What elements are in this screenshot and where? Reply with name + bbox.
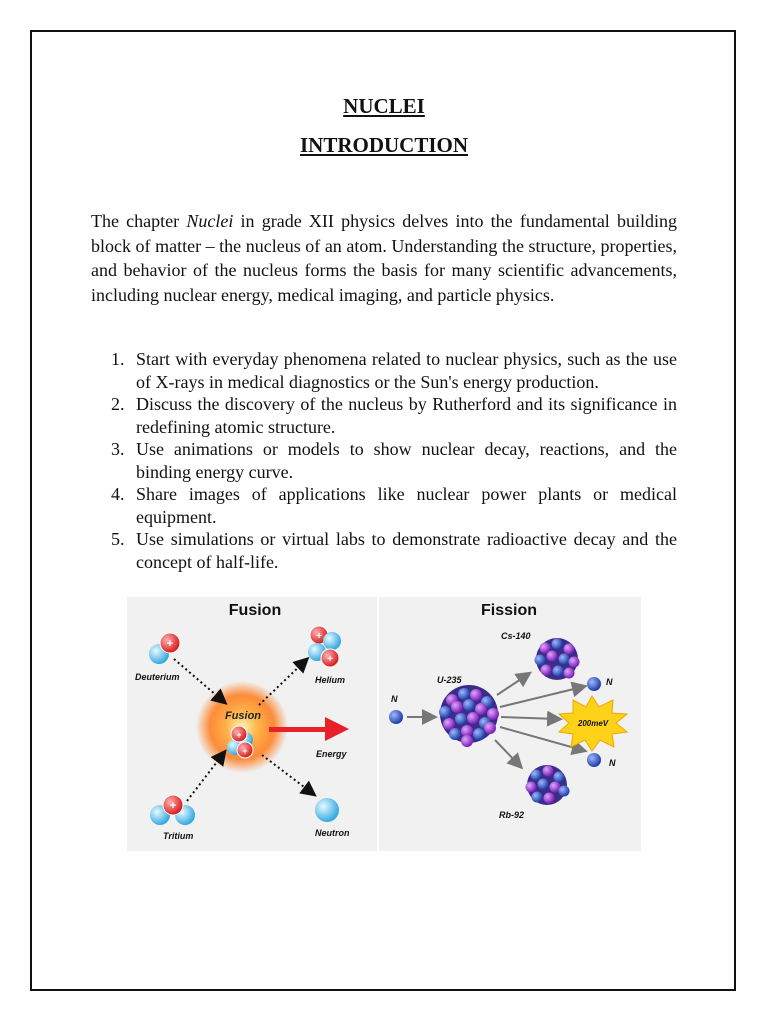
list-item-text: Discuss the discovery of the nucleus by Rutherford and its significance in redefining atomic structure.	[136, 394, 677, 437]
list-number: 3.	[111, 439, 125, 459]
svg-text:+: +	[236, 730, 242, 740]
cs140-label: Cs-140	[501, 631, 531, 641]
neutron-label: Neutron	[315, 828, 350, 838]
incoming-neutron-label: N	[391, 694, 398, 704]
intro-paragraph	[91, 209, 677, 307]
list-item-text: Share images of applications like nuclear power plants or medical equipment.	[136, 484, 677, 527]
output-neutron-bottom-label: N	[609, 758, 616, 768]
list-number: 1.	[111, 349, 125, 369]
helium-label: Helium	[315, 675, 346, 685]
fusion-title: Fusion	[228, 602, 282, 619]
incoming-neutron-icon	[389, 710, 403, 724]
list-item	[91, 438, 677, 483]
output-neutron-top-icon	[587, 677, 601, 691]
output-neutron-top-label: N	[606, 677, 613, 687]
intro-emphasis: Nuclei	[186, 211, 234, 231]
page-title: NUCLEI	[343, 94, 425, 118]
output-neutron-bottom-icon	[587, 753, 601, 767]
intro-text-end: in grade XII physics delves into the fundamental building block of matter – the nucleus of an atom. Understanding the structure, properties, and behavior of the nucleus forms the basis for many scientific advancements, including nuclear energy, medical imaging, and particle physics.	[91, 211, 678, 305]
energy-burst-label: 200meV	[577, 719, 609, 728]
list-item	[91, 483, 677, 528]
list-number: 4.	[111, 484, 125, 504]
energy-label: Energy	[316, 749, 347, 759]
fission-title: Fission	[480, 602, 538, 619]
list-item	[91, 348, 677, 393]
svg-text:+: +	[166, 638, 174, 650]
list-item-text: Use simulations or virtual labs to demonstrate radioactive decay and the concept of half-life.	[136, 529, 677, 572]
fusion-fission-diagram	[127, 597, 641, 851]
list-item-text: Use animations or models to show nuclear decay, reactions, and the binding energy curve.	[136, 439, 677, 482]
tritium-label: Tritium	[163, 831, 194, 841]
teaching-steps-list	[91, 348, 677, 573]
svg-text:+: +	[169, 800, 177, 812]
svg-text:+: +	[316, 631, 322, 642]
svg-text:+: +	[242, 746, 248, 756]
svg-text:+: +	[327, 654, 333, 665]
rb92-label: Rb-92	[499, 810, 525, 820]
section-title: INTRODUCTION	[299, 133, 469, 157]
neutron-icon	[315, 798, 339, 822]
deuterium-label: Deuterium	[135, 672, 180, 682]
fusion-center-label: Fusion	[224, 710, 262, 722]
list-item	[91, 393, 677, 438]
intro-text-start: The chapter	[91, 211, 187, 231]
list-number: 5.	[111, 529, 125, 549]
list-number: 2.	[111, 394, 125, 414]
list-item	[91, 528, 677, 573]
u235-label: U-235	[437, 675, 462, 685]
list-item-text: Start with everyday phenomena related to nuclear physics, such as the use of X-rays in medical diagnostics or the Sun's energy production.	[136, 349, 677, 392]
